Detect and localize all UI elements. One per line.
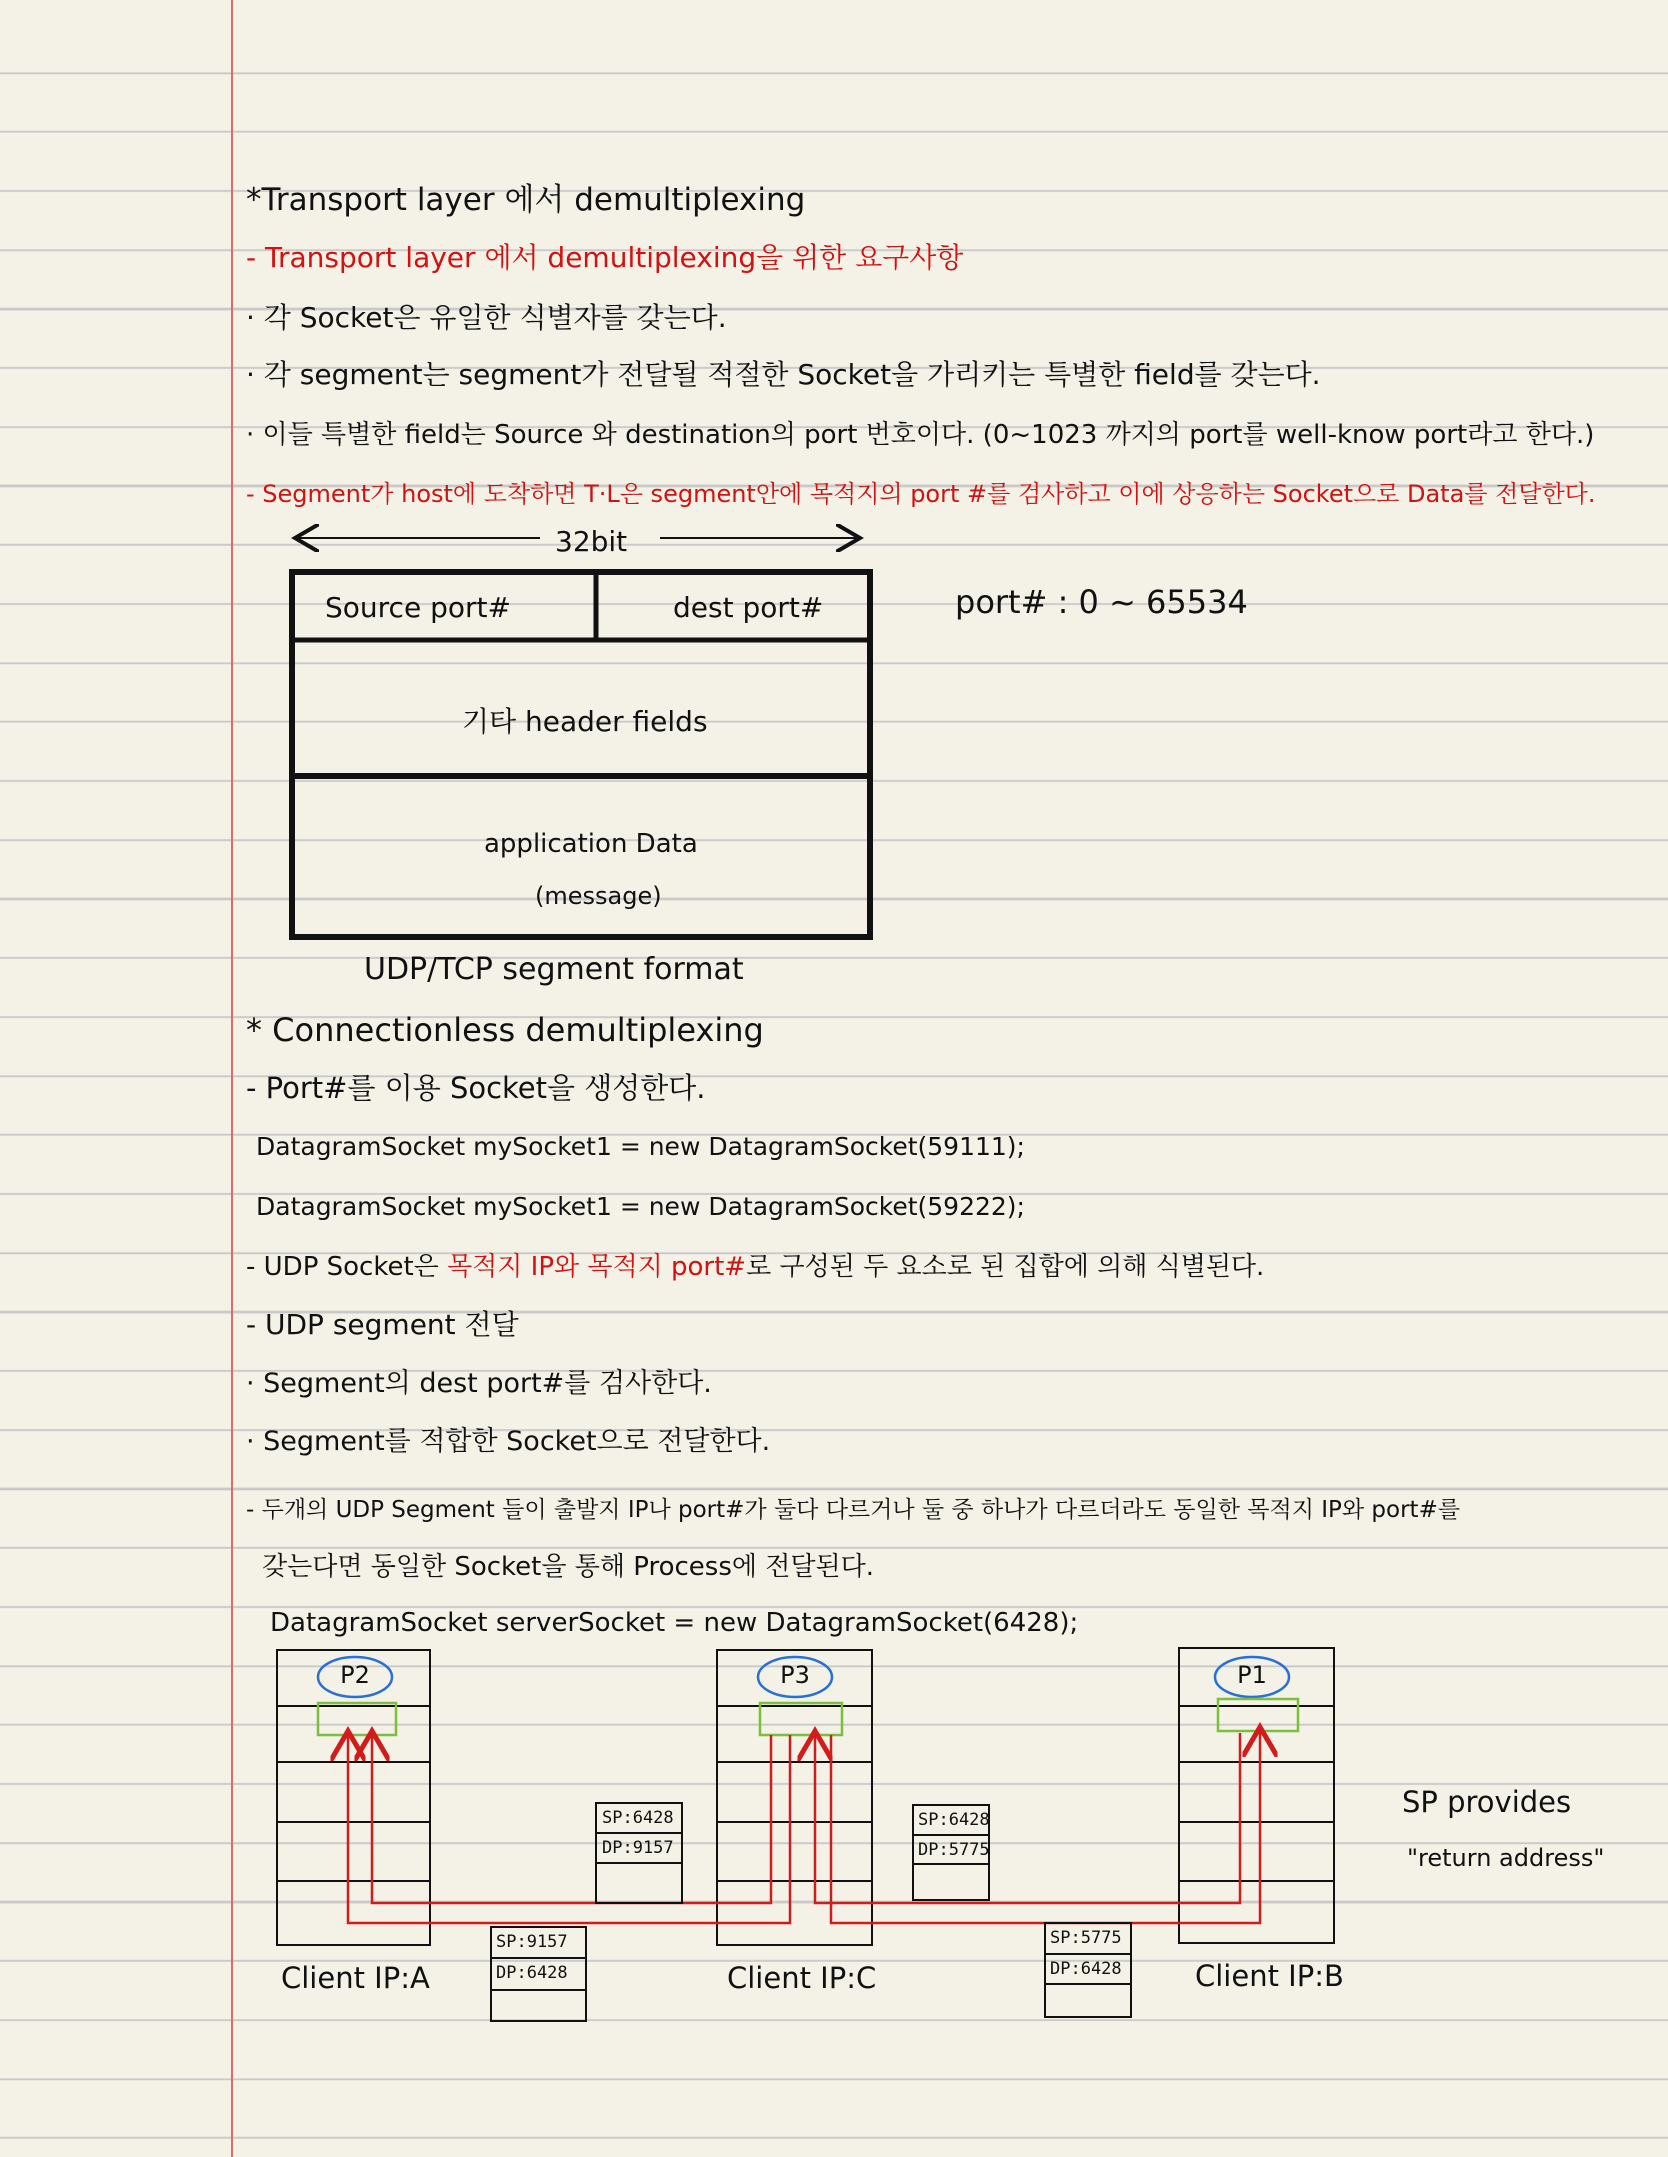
bullet-port-numbers: · 이들 특별한 field는 Source 와 destination의 port 번호이다. (0~1023 까지의 port를 well-know port라고 한다.) (246, 420, 1595, 450)
socket-a (318, 1703, 396, 1735)
code-line-1: DatagramSocket mySocket1 = new DatagramSocket(59111); (256, 1132, 1025, 1161)
udp-delivery: - UDP segment 전달 (246, 1308, 519, 1341)
code-line-2: DatagramSocket mySocket1 = new DatagramSocket(59222); (256, 1192, 1025, 1221)
message-label: (message) (535, 882, 662, 910)
heading-connectionless: * Connectionless demultiplexing (246, 1011, 764, 1049)
app-data-label: application Data (484, 829, 698, 859)
port-range: port# : 0 ~ 65534 (955, 583, 1248, 621)
deliver-socket: · Segment를 적합한 Socket으로 전달한다. (246, 1426, 771, 1457)
format-caption: UDP/TCP segment format (364, 952, 744, 987)
seg1-sp: SP:6428 (602, 1808, 674, 1828)
udp-socket-red: 목적지 IP와 목적지 port# (447, 1252, 747, 1282)
bits-label: 32bit (555, 525, 628, 558)
udp-socket-suffix: 로 구성된 두 요소로 된 집합에 의해 식별된다. (746, 1252, 1265, 1282)
process-label-p2: P2 (340, 1661, 370, 1689)
seg1-dp: DP:9157 (602, 1838, 674, 1858)
two-segments-line2: 갖는다면 동일한 Socket을 통해 Process에 전달된다. (262, 1552, 874, 1582)
red-requirements: - Transport layer 에서 demultiplexing을 위한 요구사항 (246, 241, 964, 274)
other-header-label: 기타 header fields (462, 705, 708, 738)
client-a-label: Client IP:A (281, 1961, 430, 1995)
process-label-p1: P1 (1237, 1661, 1267, 1689)
udp-socket-prefix: - UDP Socket은 (246, 1252, 448, 1282)
socket-b (1218, 1699, 1298, 1731)
seg2-dp: DP:5775 (918, 1840, 990, 1860)
host-a (277, 1650, 430, 1945)
sp-provides: SP provides (1402, 1785, 1572, 1819)
seg4-sp: SP:5775 (1050, 1928, 1122, 1948)
red-arrival: - Segment가 host에 도착하면 T·L은 segment안에 목적지의 port #를 검사하고 이에 상응하는 Socket으로 Data를 전달한다. (246, 480, 1596, 508)
red-paths (348, 1732, 1260, 1923)
return-address: "return address" (1407, 1844, 1605, 1872)
client-b-label: Client IP:B (1195, 1959, 1344, 1993)
seg3-sp: SP:9157 (496, 1932, 568, 1952)
bullet-segment-field: · 각 segment는 segment가 전달될 적절한 Socket을 가리키는 특별한 field를 갖는다. (246, 358, 1321, 391)
process-label-p3: P3 (780, 1661, 810, 1689)
bullet-socket-id: · 각 Socket은 유일한 식별자를 갖는다. (246, 301, 727, 334)
socket-c (760, 1703, 842, 1735)
host-c (717, 1650, 872, 1945)
check-dest: · Segment의 dest port#를 검사한다. (246, 1368, 712, 1399)
seg2-sp: SP:6428 (918, 1810, 990, 1830)
client-c-label: Client IP:C (727, 1961, 877, 1995)
port-create-socket: - Port#를 이용 Socket을 생성한다. (246, 1071, 706, 1105)
seg3-dp: DP:6428 (496, 1963, 568, 1983)
server-code: DatagramSocket serverSocket = new DatagramSocket(6428); (270, 1608, 1079, 1638)
host-b (1179, 1648, 1334, 1943)
heading-transport: *Transport layer 에서 demultiplexing (246, 182, 806, 218)
two-segments-line1: - 두개의 UDP Segment 들이 출발지 IP나 port#가 둘다 다르거나 둘 중 하나가 다르더라도 동일한 목적지 IP와 port#를 (246, 1497, 1461, 1523)
source-port-label: Source port# (325, 591, 511, 624)
dest-port-label: dest port# (673, 591, 824, 624)
udp-socket-line (246, 1247, 1264, 1287)
seg4-dp: DP:6428 (1050, 1959, 1122, 1979)
